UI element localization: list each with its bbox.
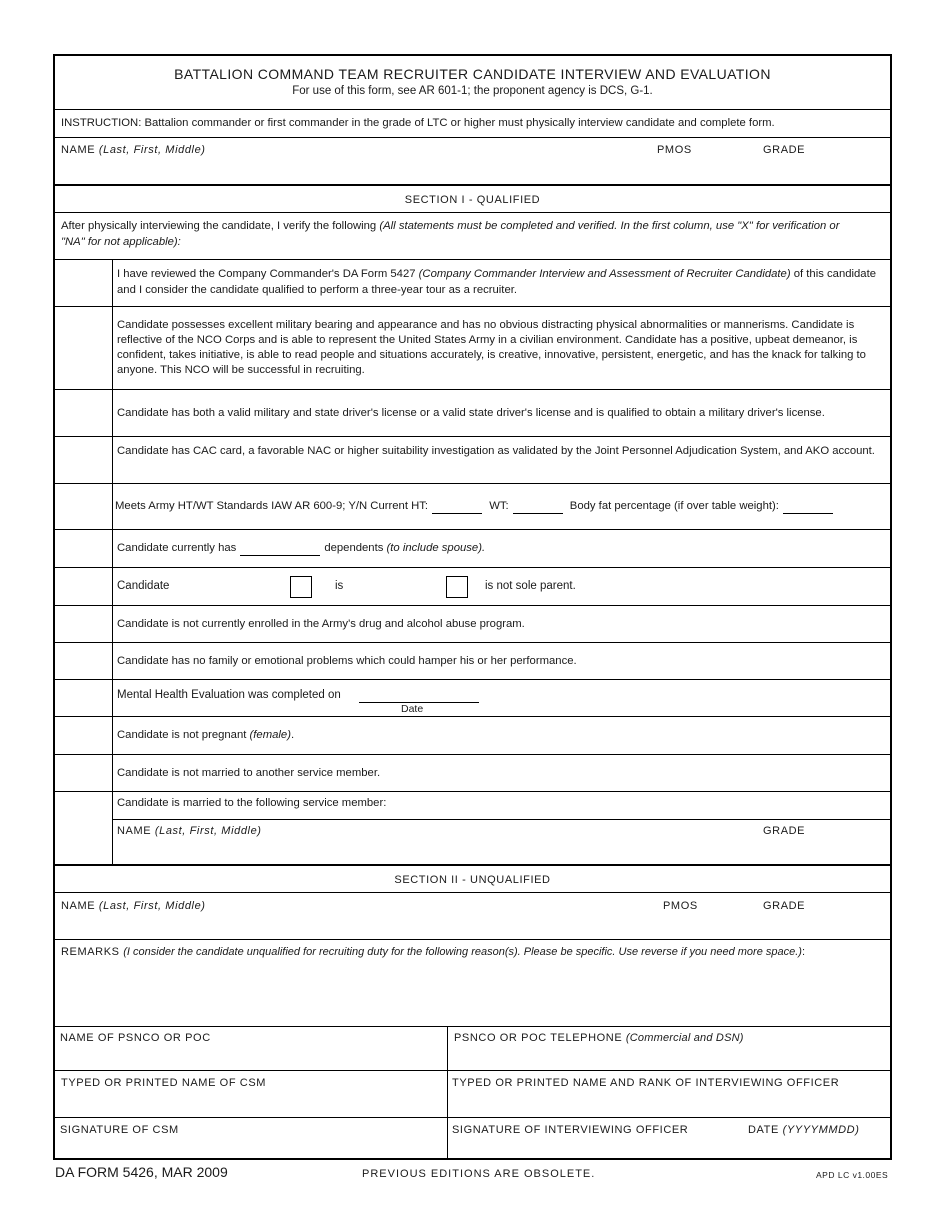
csm-name-input[interactable] — [61, 1095, 441, 1113]
psnco-phone-input[interactable] — [454, 1049, 884, 1067]
date-label — [748, 1123, 859, 1137]
form-subtitle: For use of this form, see AR 601-1; the proponent agency is DCS, G-1. — [292, 85, 653, 97]
item-text-13: Candidate is married to the following service member: — [117, 797, 387, 809]
check-cell — [55, 307, 113, 389]
name-label — [61, 143, 206, 157]
check-cell — [55, 568, 113, 605]
remarks-colon: : — [801, 946, 806, 958]
item-row-cac-card — [55, 436, 890, 483]
obsolete-notice: PREVIOUS EDITIONS ARE OBSOLETE. — [362, 1168, 596, 1180]
check-cell — [55, 680, 113, 716]
item-row-company-commander-review — [55, 259, 890, 306]
verify-input-8[interactable] — [61, 612, 109, 640]
section-1-heading: SECTION I - QUALIFIED — [404, 194, 541, 206]
verify-input-5[interactable] — [61, 490, 109, 518]
item-11-part-a: Candidate is not pregnant — [117, 729, 250, 741]
psnco-phone-label — [454, 1031, 744, 1045]
verify-input-13[interactable] — [61, 798, 109, 826]
spouse-name-input[interactable] — [117, 842, 677, 860]
verify-input-3[interactable] — [61, 396, 109, 424]
item-text-8: Candidate is not currently enrolled in the Army's drug and alcohol abuse program. — [117, 618, 525, 630]
section-2-heading-row — [55, 864, 890, 893]
item-row-military-bearing — [55, 306, 890, 389]
grade-label: GRADE — [763, 144, 806, 156]
is-sole-parent-checkbox[interactable] — [290, 576, 312, 598]
verify-input-11[interactable] — [61, 723, 109, 751]
item-row-drug-alcohol — [55, 605, 890, 642]
remarks-textarea[interactable] — [61, 964, 883, 1020]
candidate-info-row — [55, 137, 890, 184]
officer-name-label: TYPED OR PRINTED NAME AND RANK OF INTERVIEWING OFFICER — [452, 1077, 840, 1089]
verify-input-7[interactable] — [61, 574, 109, 602]
item-6-part-a: Candidate currently has — [117, 542, 237, 554]
officer-signature-input[interactable] — [452, 1141, 732, 1158]
check-cell — [55, 484, 113, 529]
intro-italic: (All statements must be completed and verified. In the first column, use "X" for verification or "NA" for not applicable): — [61, 220, 840, 248]
verify-input-1[interactable] — [61, 266, 109, 294]
s2-pmos-input[interactable] — [661, 918, 751, 936]
remarks-label — [61, 945, 806, 959]
section-1-intro — [61, 218, 850, 250]
item-11-part-c: . — [290, 729, 295, 741]
item-10-label: Mental Health Evaluation was completed on — [117, 689, 341, 701]
item-7-is-not-label: is not sole parent. — [485, 580, 576, 592]
check-cell — [55, 390, 113, 436]
remarks-hint: (I consider the candidate unqualified for recruiting duty for the following reason(s). Please be specific. Use reverse if you need more space.) — [123, 946, 802, 958]
item-1-part-c: of this candidate and I consider the candidate qualified to perform a three-year tour as a recruiter. — [117, 268, 877, 296]
item-text-3: Candidate has both a valid military and state driver's license or a valid state driver's license and is qualified to obtain a military driver's license. — [117, 407, 825, 419]
item-1-part-b: (Company Commander Interview and Assessment of Recruiter Candidate) — [418, 268, 791, 280]
signatures-row — [55, 1117, 890, 1160]
item-row-sole-parent — [55, 567, 890, 605]
item-5-label-ht: Meets Army HT/WT Standards IAW AR 600-9; Y/N Current HT: — [115, 500, 429, 512]
s2-pmos-label: PMOS — [663, 900, 698, 912]
section-1-heading-row — [55, 184, 890, 213]
psnco-row — [55, 1026, 890, 1070]
s2-name-input[interactable] — [61, 918, 641, 936]
item-text-4: Candidate has CAC card, a favorable NAC or higher suitability investigation as validated by the Joint Personnel Adjudication System, and AKO account. — [117, 445, 875, 457]
form-number: DA FORM 5426, MAR 2009 — [55, 1164, 228, 1180]
candidate-name-input[interactable] — [61, 162, 641, 180]
instruction-row — [55, 109, 890, 137]
check-cell — [55, 755, 113, 791]
sig-divider — [447, 1118, 448, 1160]
check-cell — [55, 717, 113, 754]
item-text-2: Candidate possesses excellent military bearing and appearance and has no obvious distracting physical abnormalities or mannerisms. Candidate is reflective of the NCO Corps and is able to represent the United States Army in a civilian environment. Candidate has a positive, upbeat demeanor, is confident, takes initiative, is able to read people and situations accurately, is creative, innovative, persistent, energetic, and has the knack for talking to anyone. This NCO will be successful in recruiting. — [117, 319, 866, 376]
item-row-not-married-service — [55, 754, 890, 791]
psnco-name-label: NAME OF PSNCO OR POC — [60, 1032, 211, 1044]
psnco-phone-label-text: PSNCO OR POC TELEPHONE — [454, 1032, 626, 1044]
section-1-intro-row — [55, 212, 890, 259]
officer-name-input[interactable] — [452, 1095, 884, 1113]
current-weight-input[interactable] — [513, 499, 563, 514]
check-cell — [55, 260, 113, 306]
s2-name-hint: (Last, First, Middle) — [98, 900, 206, 912]
date-label-text: DATE — [748, 1124, 783, 1136]
verify-input-2[interactable] — [61, 313, 109, 341]
spouse-divider — [112, 819, 890, 820]
verify-input-4[interactable] — [61, 443, 109, 471]
item-row-ht-wt-standards — [55, 483, 890, 529]
section-2-name-row — [55, 892, 890, 939]
sig-divider — [447, 1027, 448, 1070]
item-11-part-b: (female) — [249, 729, 291, 741]
item-text-9: Candidate has no family or emotional problems which could hamper his or her performance. — [117, 655, 577, 667]
item-10-date-caption: Date — [401, 703, 424, 715]
csm-name-label: TYPED OR PRINTED NAME OF CSM — [61, 1077, 267, 1089]
s2-name-label-text: NAME — [61, 900, 96, 912]
is-not-sole-parent-checkbox[interactable] — [446, 576, 468, 598]
item-5-label-bodyfat: Body fat percentage (if over table weight): — [569, 500, 779, 512]
current-height-input[interactable] — [432, 499, 482, 514]
item-text-1 — [117, 266, 882, 298]
pmos-label: PMOS — [657, 144, 692, 156]
item-6-part-b: dependents — [324, 542, 387, 554]
check-cell — [55, 792, 113, 865]
check-cell — [55, 606, 113, 642]
version-label: APD LC v1.00ES — [816, 1170, 889, 1180]
psnco-name-input[interactable] — [60, 1049, 440, 1067]
signature-date-input[interactable] — [748, 1141, 884, 1158]
item-1-part-a: I have reviewed the Company Commander's DA Form 5427 — [117, 268, 419, 280]
dependents-count-input[interactable] — [240, 541, 320, 556]
item-text-11 — [117, 728, 882, 743]
item-text-5 — [115, 499, 882, 514]
check-cell — [55, 643, 113, 679]
date-hint: (YYYYMMDD) — [782, 1124, 860, 1136]
verify-input-6[interactable] — [61, 536, 109, 564]
item-5-label-wt: WT: — [489, 500, 509, 512]
sig-divider — [447, 1071, 448, 1117]
remarks-row — [55, 939, 890, 1026]
item-text-6 — [117, 541, 882, 556]
printed-names-row — [55, 1070, 890, 1117]
name-hint: (Last, First, Middle) — [98, 144, 206, 156]
item-row-mental-health — [55, 679, 890, 716]
item-row-family-problems — [55, 642, 890, 679]
s2-grade-label: GRADE — [763, 900, 806, 912]
intro-plain: After physically interviewing the candidate, I verify the following — [61, 220, 380, 232]
item-row-married-service — [55, 791, 890, 865]
item-6-part-c: (to include spouse). — [386, 542, 486, 554]
mental-health-date-input[interactable] — [359, 685, 479, 703]
item-row-drivers-license — [55, 389, 890, 436]
item-7-is-label: is — [335, 580, 344, 592]
spouse-grade-input[interactable] — [761, 842, 881, 860]
psnco-phone-hint: (Commercial and DSN) — [625, 1032, 744, 1044]
verify-input-9[interactable] — [61, 649, 109, 677]
candidate-grade-input[interactable] — [761, 162, 881, 180]
candidate-pmos-input[interactable] — [655, 162, 745, 180]
form-title: BATTALION COMMAND TEAM RECRUITER CANDIDATE INTERVIEW AND EVALUATION — [174, 66, 771, 82]
spouse-grade-label: GRADE — [763, 825, 806, 837]
verify-input-10[interactable] — [61, 686, 109, 714]
verify-input-12[interactable] — [61, 761, 109, 789]
name-label-text: NAME — [61, 144, 96, 156]
item-row-pregnant — [55, 716, 890, 754]
check-cell — [55, 437, 113, 483]
spouse-name-hint: (Last, First, Middle) — [154, 825, 262, 837]
item-7-candidate-label: Candidate — [117, 580, 170, 592]
item-text-12: Candidate is not married to another service member. — [117, 767, 381, 779]
form-header — [55, 56, 890, 110]
csm-signature-input[interactable] — [60, 1141, 440, 1158]
spouse-name-label-text: NAME — [117, 825, 152, 837]
da-form-5426 — [53, 54, 892, 1160]
s2-grade-input[interactable] — [761, 918, 881, 936]
csm-signature-label: SIGNATURE OF CSM — [60, 1124, 179, 1136]
officer-signature-label: SIGNATURE OF INTERVIEWING OFFICER — [452, 1124, 689, 1136]
instruction-text: INSTRUCTION: Battalion commander or first commander in the grade of LTC or higher must physically interview candidate and complete form. — [61, 117, 775, 129]
section-2-heading: SECTION II - UNQUALIFIED — [394, 874, 551, 886]
s2-name-label — [61, 899, 206, 913]
body-fat-input[interactable] — [783, 499, 833, 514]
spouse-name-label — [117, 824, 262, 838]
check-cell — [55, 530, 113, 567]
item-row-dependents — [55, 529, 890, 567]
remarks-label-text: REMARKS — [61, 946, 120, 958]
